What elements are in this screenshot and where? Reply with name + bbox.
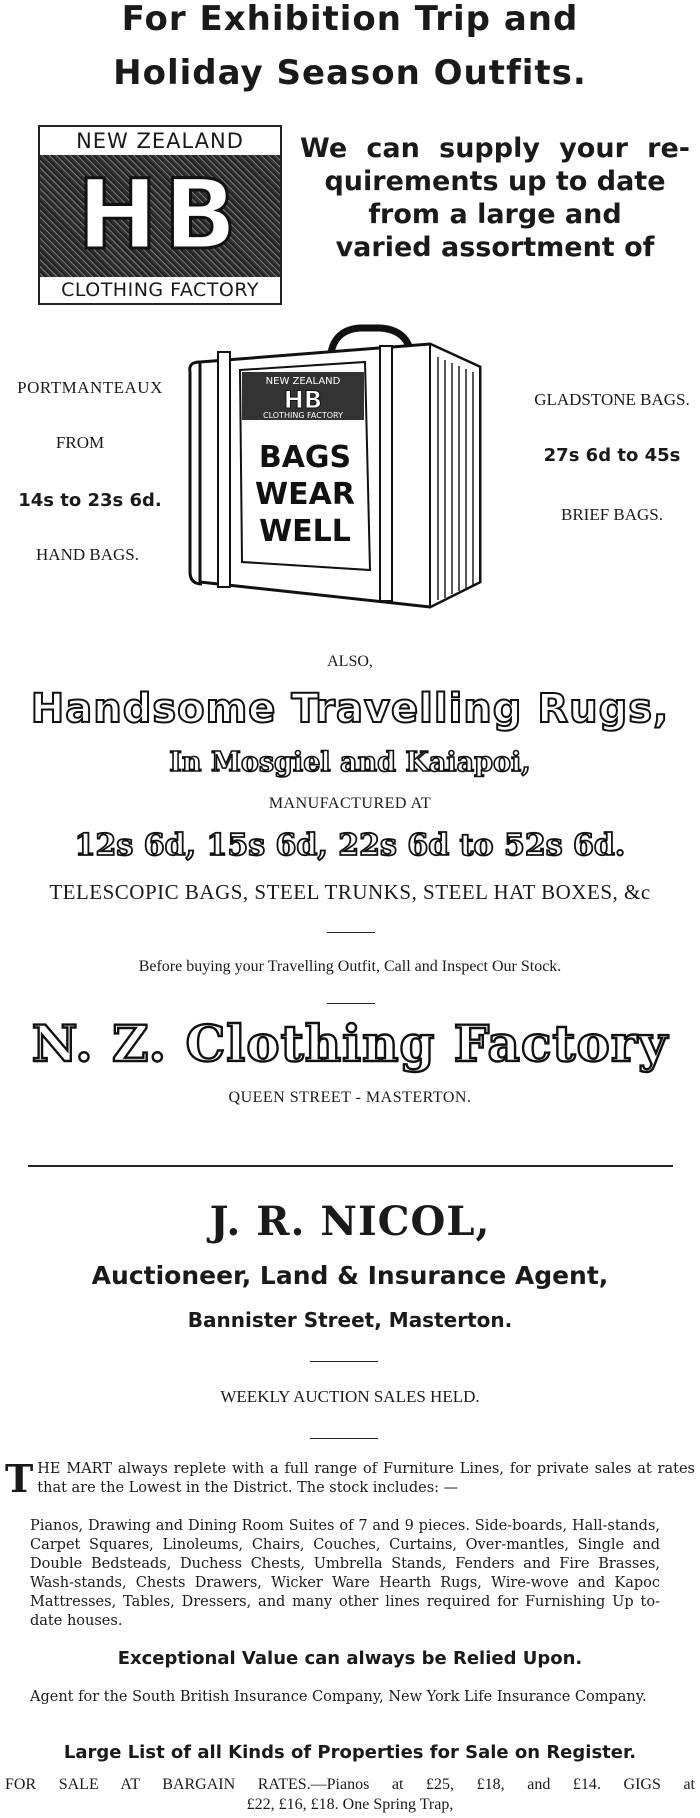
gladstone-bags-label: GLADSTONE BAGS. (534, 390, 690, 409)
logo-monogram: HB (77, 159, 243, 271)
agent-text: Agent for the South British Insurance Company, New York Life Insurance Company. (30, 1689, 647, 1705)
rug-prices: 12s 6d, 15s 6d, 22s 6d to 52s 6d. (74, 828, 626, 863)
from-label: FROM (55, 433, 105, 452)
headline-line-1: For Exhibition Trip and (121, 0, 579, 39)
mart-paragraph (5, 1456, 695, 1501)
value-line: Exceptional Value can always be Relied Upon. (117, 1648, 583, 1669)
bag-label-bottom: CLOTHING FACTORY (263, 411, 343, 420)
short-divider-4 (310, 1438, 378, 1439)
logo-background (40, 155, 280, 277)
rugs-headline: Handsome Travelling Rugs, (30, 686, 670, 732)
properties-line: Large List of all Kinds of Properties for Sale on Register. (63, 1742, 637, 1763)
drop-cap: T (5, 1456, 34, 1501)
portmanteaux-price: 14s to 23s 6d. (18, 490, 162, 511)
for-sale-line-1: FOR SALE AT BARGAIN RATES.—Pianos at £25, £18, and £14. GIGS at (5, 1776, 695, 1793)
short-divider-2 (327, 1003, 375, 1004)
intro-line-4: varied assortment of (335, 232, 655, 263)
brief-bags-label: BRIEF BAGS. (560, 505, 664, 524)
company-address: QUEEN STREET - MASTERTON. (228, 1089, 472, 1106)
manufactured-label: MANUFACTURED AT (268, 795, 432, 812)
other-goods: TELESCOPIC BAGS, STEEL TRUNKS, STEEL HAT BOXES, &c (49, 880, 651, 904)
portmanteaux-label: PORTMANTEAUX (17, 378, 163, 397)
auctioneer-title: Auctioneer, Land & Insurance Agent, (91, 1261, 609, 1290)
for-sale-line-2: £22, £16, £18. One Spring Trap, (246, 1796, 454, 1813)
company-name: N. Z. Clothing Factory (31, 1014, 669, 1073)
auctioneer-name: J. R. NICOL, (209, 1198, 491, 1245)
headline-line-2: Holiday Season Outfits. (113, 53, 587, 93)
bag-slogan-3: WELL (259, 514, 351, 549)
nz-clothing-factory-logo (38, 125, 282, 305)
logo-bottom-text: CLOTHING FACTORY (40, 277, 280, 303)
auctioneer-street: Bannister Street, Masterton. (187, 1308, 513, 1332)
bag-slogan-1: BAGS (258, 440, 352, 475)
intro-line-2: quirements up to date (324, 166, 666, 197)
bag-slogan-2: WEAR (255, 477, 355, 512)
bag-label-monogram: HB (283, 386, 323, 414)
intro-line-3: from a large and (368, 199, 622, 230)
intro-line-1: We can supply your re- (300, 133, 690, 164)
short-divider-3 (310, 1361, 378, 1362)
suitcase-illustration (180, 322, 525, 617)
stock-list: Pianos, Drawing and Dining Room Suites of 7 and 9 pieces. Side-boards, Hall-stands, Carpet Squares, Linoleums, Chairs, Couches, Curtains, Over-mantles, Single and Double Bedsteads, Duchess Chests, Umbrella Stands, Fenders and Fire Brasses, Wash-stands, Chests Drawers, Wicker Ware Hearth Rugs, Wire-wove and Kapoc Mattresses, Tables, Dressers, and many other lines required for Furnishing Up to-date houses. (30, 1518, 660, 1629)
rugs-subheadline: In Mosgiel and Kaiapoi, (169, 747, 531, 778)
call-to-action: Before buying your Travelling Outfit, Call and Inspect Our Stock. (138, 958, 562, 975)
short-divider-1 (327, 932, 375, 933)
bag-label-top: NEW ZEALAND (265, 376, 341, 387)
logo-top-text: NEW ZEALAND (40, 127, 280, 155)
weekly-sales: WEEKLY AUCTION SALES HELD. (220, 1387, 480, 1406)
also-label: ALSO, (327, 653, 373, 670)
mart-text: HE MART always replete with a full range of Furniture Lines, for private sales at rates that are the Lowest in the District. The stock includes: — (37, 1461, 695, 1496)
intro-text (300, 132, 690, 264)
hand-bags-label: HAND BAGS. (36, 545, 139, 564)
ad-separator (28, 1165, 673, 1167)
gladstone-price: 27s 6d to 45s (543, 445, 681, 466)
